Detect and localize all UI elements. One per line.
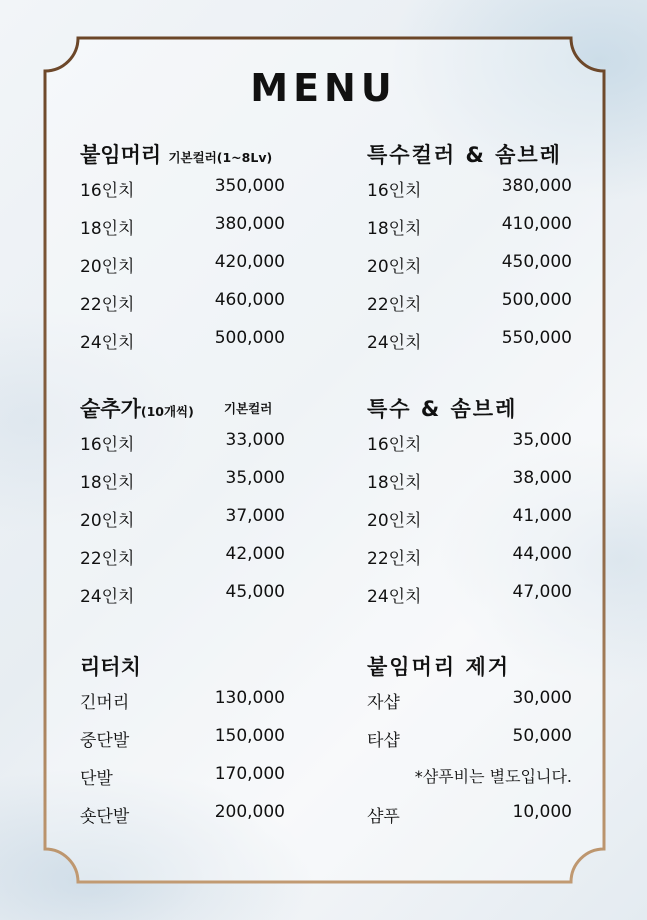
list-item	[367, 430, 572, 468]
list-item	[80, 802, 285, 840]
item-name: 22인치	[367, 549, 422, 569]
menu-title: MENU	[250, 66, 397, 110]
item-name: 22인치	[80, 549, 135, 569]
item-name: 18인치	[80, 473, 135, 493]
list-item	[80, 726, 285, 764]
item-name: 24인치	[367, 333, 422, 353]
item-price: 30,000	[512, 688, 572, 708]
item-name: 18인치	[367, 219, 422, 239]
item-price: 380,000	[214, 214, 285, 234]
item-price: 35,000	[512, 430, 572, 450]
list-item	[80, 252, 285, 290]
list-item	[367, 544, 572, 582]
section-title-special-sombre: 특수 & 솜브레	[367, 397, 518, 421]
item-price: 500,000	[214, 328, 285, 348]
item-price: 44,000	[512, 544, 572, 564]
item-name: 긴머리	[80, 693, 130, 713]
item-name: 자샵	[367, 693, 400, 713]
section-title-removal: 붙임머리 제거	[367, 655, 511, 679]
item-price: 200,000	[214, 802, 285, 822]
item-name: 숏단발	[80, 807, 130, 827]
list-item	[367, 176, 572, 214]
list-item	[80, 764, 285, 802]
section-title-volume-add	[80, 393, 194, 423]
list-item	[367, 802, 572, 840]
item-price: 420,000	[214, 252, 285, 272]
item-price: 35,000	[225, 468, 285, 488]
item-name: 샴푸	[367, 807, 400, 827]
list-item	[367, 688, 572, 726]
item-name: 18인치	[367, 473, 422, 493]
item-name: 22인치	[80, 295, 135, 315]
item-name: 24인치	[367, 587, 422, 607]
item-name: 18인치	[80, 219, 135, 239]
item-price: 47,000	[512, 582, 572, 602]
section-title-special-color: 특수컬러 & 솜브레	[367, 143, 562, 167]
list-item	[80, 214, 285, 252]
list-item	[80, 468, 285, 506]
item-price: 460,000	[214, 290, 285, 310]
item-price: 41,000	[512, 506, 572, 526]
item-name: 20인치	[367, 257, 422, 277]
list-item	[367, 506, 572, 544]
section-title-retouch: 리터치	[80, 655, 141, 679]
extensions-title: 붙임머리	[80, 143, 162, 167]
item-name: 16인치	[367, 435, 422, 455]
section-title-extensions	[80, 139, 272, 169]
item-name: 16인치	[80, 181, 135, 201]
list-retouch	[80, 688, 285, 840]
list-item	[367, 328, 572, 366]
item-price: 150,000	[214, 726, 285, 746]
item-price: 33,000	[225, 430, 285, 450]
item-price: 410,000	[501, 214, 572, 234]
item-price: 50,000	[512, 726, 572, 746]
item-price: 37,000	[225, 506, 285, 526]
item-name: 22인치	[367, 295, 422, 315]
item-price: 500,000	[501, 290, 572, 310]
list-item	[367, 726, 572, 764]
volume-add-note: 기본컬러	[224, 401, 273, 416]
list-item	[80, 430, 285, 468]
item-name: 24인치	[80, 333, 135, 353]
item-name: 16인치	[367, 181, 422, 201]
list-item	[80, 328, 285, 366]
item-price: 10,000	[512, 802, 572, 822]
list-item	[367, 290, 572, 328]
item-name: 20인치	[80, 511, 135, 531]
item-price: 550,000	[501, 328, 572, 348]
list-item	[367, 214, 572, 252]
item-name: 20인치	[80, 257, 135, 277]
list-volume-add	[80, 430, 285, 620]
list-item	[80, 544, 285, 582]
list-special-color	[367, 176, 572, 366]
list-removal	[367, 688, 572, 840]
item-name: 타샵	[367, 731, 400, 751]
item-price: 45,000	[225, 582, 285, 602]
list-item	[367, 252, 572, 290]
list-item	[367, 468, 572, 506]
item-price: 380,000	[501, 176, 572, 196]
volume-add-title: 숱추가	[80, 397, 141, 421]
item-price: 170,000	[214, 764, 285, 784]
list-item	[80, 582, 285, 620]
extensions-subtitle: 기본컬러(1~8Lv)	[168, 150, 273, 165]
list-item	[80, 506, 285, 544]
list-item	[367, 582, 572, 620]
item-name: 24인치	[80, 587, 135, 607]
list-item	[80, 176, 285, 214]
item-name: 20인치	[367, 511, 422, 531]
list-item	[80, 290, 285, 328]
volume-add-subtitle: (10개씩)	[140, 404, 194, 419]
list-special-sombre	[367, 430, 572, 620]
list-extensions	[80, 176, 285, 366]
item-price: 350,000	[214, 176, 285, 196]
list-item	[80, 688, 285, 726]
item-price: 130,000	[214, 688, 285, 708]
item-name: 중단발	[80, 731, 130, 751]
item-name: 16인치	[80, 435, 135, 455]
item-name: 단발	[80, 769, 113, 789]
item-price: 42,000	[225, 544, 285, 564]
item-price: 450,000	[501, 252, 572, 272]
item-price: 38,000	[512, 468, 572, 488]
shampoo-note: *샴푸비는 별도입니다.	[414, 767, 572, 786]
